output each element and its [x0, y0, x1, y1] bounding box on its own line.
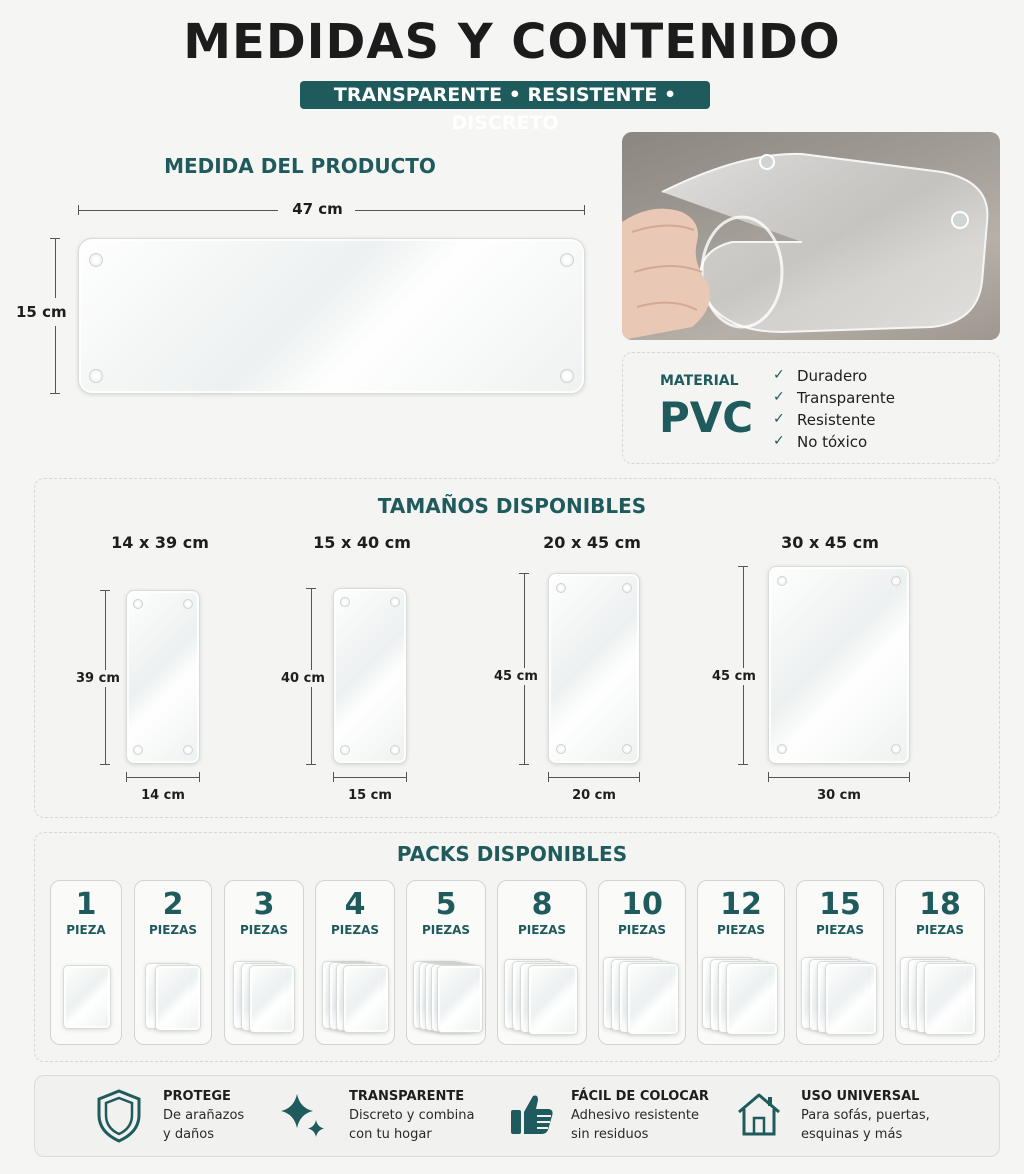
product-height-label: 15 cm — [16, 303, 67, 321]
pack-option-5[interactable]: 5 PIEZAS — [406, 880, 486, 1045]
check-icon: ✓ — [773, 389, 785, 405]
pack-option-12[interactable]: 12 PIEZAS — [697, 880, 785, 1045]
size-title: 30 x 45 cm — [781, 533, 879, 552]
features-bar — [34, 1075, 1000, 1157]
check-icon: ✓ — [773, 367, 785, 383]
pack-sheets-image — [627, 963, 679, 1035]
size-width-label: 30 cm — [817, 788, 861, 803]
pack-option-3[interactable]: 3 PIEZAS — [224, 880, 304, 1045]
size-panel-image — [768, 566, 910, 764]
pack-option-10[interactable]: 10 PIEZAS — [598, 880, 686, 1045]
pack-option-8[interactable]: 8 PIEZAS — [497, 880, 587, 1045]
product-panel-image — [78, 238, 585, 394]
pack-sheets-image — [528, 965, 578, 1035]
check-icon: ✓ — [773, 411, 785, 427]
shield-icon — [95, 1088, 143, 1144]
size-height-label: 40 cm — [281, 671, 325, 686]
pack-sheets-image — [437, 965, 483, 1033]
feature-title: PROTEGE — [163, 1089, 231, 1104]
size-width-label: 14 cm — [141, 788, 185, 803]
feature-desc: De arañazos y daños — [163, 1108, 245, 1142]
product-photo — [622, 132, 1000, 340]
size-panel-image — [333, 588, 407, 764]
size-panel-image — [126, 590, 200, 764]
house-icon — [735, 1090, 783, 1138]
material-feature: ✓ Resistente — [773, 411, 876, 429]
pack-option-1[interactable]: 1 PIEZA — [50, 880, 122, 1045]
material-box — [622, 352, 1000, 464]
thumbs-up-icon — [509, 1090, 555, 1138]
size-title: 20 x 45 cm — [543, 533, 641, 552]
pack-sheets-image — [249, 965, 295, 1033]
adhesive-dot — [560, 253, 574, 267]
pack-option-4[interactable]: 4 PIEZAS — [315, 880, 395, 1045]
product-width-label: 47 cm — [292, 200, 343, 218]
pack-sheets-image — [343, 965, 389, 1033]
pack-sheets-image — [825, 963, 877, 1035]
material-feature: ✓ Duradero — [773, 367, 868, 385]
sizes-section-title: TAMAÑOS DISPONIBLES — [377, 494, 647, 518]
pack-sheets-image — [155, 965, 201, 1031]
rolled-sheet-illustration — [622, 132, 1000, 340]
size-title: 15 x 40 cm — [313, 533, 411, 552]
pack-option-15[interactable]: 15 PIEZAS — [796, 880, 884, 1045]
size-width-label: 15 cm — [348, 788, 392, 803]
material-feature: ✓ Transparente — [773, 389, 896, 407]
size-height-label: 45 cm — [494, 669, 538, 684]
tagline-badge: TRANSPARENTE • RESISTENTE • DISCRETO — [300, 81, 710, 109]
sparkle-icon — [279, 1090, 327, 1142]
pack-option-2[interactable]: 2 PIEZAS — [134, 880, 212, 1045]
material-feature: ✓ No tóxico — [773, 433, 868, 451]
feature-desc: Adhesivo resistente sin residuos — [571, 1108, 699, 1142]
page-title: MEDIDAS Y CONTENIDO — [183, 14, 841, 70]
adhesive-dot — [89, 369, 103, 383]
product-section-title: MEDIDA DEL PRODUCTO — [164, 154, 436, 178]
size-title: 14 x 39 cm — [111, 533, 209, 552]
size-width-label: 20 cm — [572, 788, 616, 803]
size-height-label: 45 cm — [712, 669, 756, 684]
size-panel-image — [548, 573, 640, 764]
check-icon: ✓ — [773, 433, 785, 449]
feature-title: TRANSPARENTE — [349, 1089, 465, 1104]
feature-desc: Para sofás, puertas, esquinas y más — [801, 1108, 930, 1142]
pack-option-18[interactable]: 18 PIEZAS — [895, 880, 985, 1045]
pack-sheets-image — [924, 963, 976, 1035]
feature-title: FÁCIL DE COLOCAR — [571, 1089, 709, 1104]
adhesive-dot — [89, 253, 103, 267]
feature-desc: Discreto y combina con tu hogar — [349, 1108, 475, 1142]
feature-title: USO UNIVERSAL — [801, 1089, 920, 1104]
material-label: MATERIAL — [660, 373, 739, 389]
adhesive-dot — [560, 369, 574, 383]
pack-sheets-image — [63, 965, 111, 1029]
size-height-label: 39 cm — [76, 671, 120, 686]
material-name: PVC — [659, 393, 754, 442]
packs-section-title: PACKS DISPONIBLES — [396, 842, 628, 866]
pack-sheets-image — [726, 963, 778, 1035]
